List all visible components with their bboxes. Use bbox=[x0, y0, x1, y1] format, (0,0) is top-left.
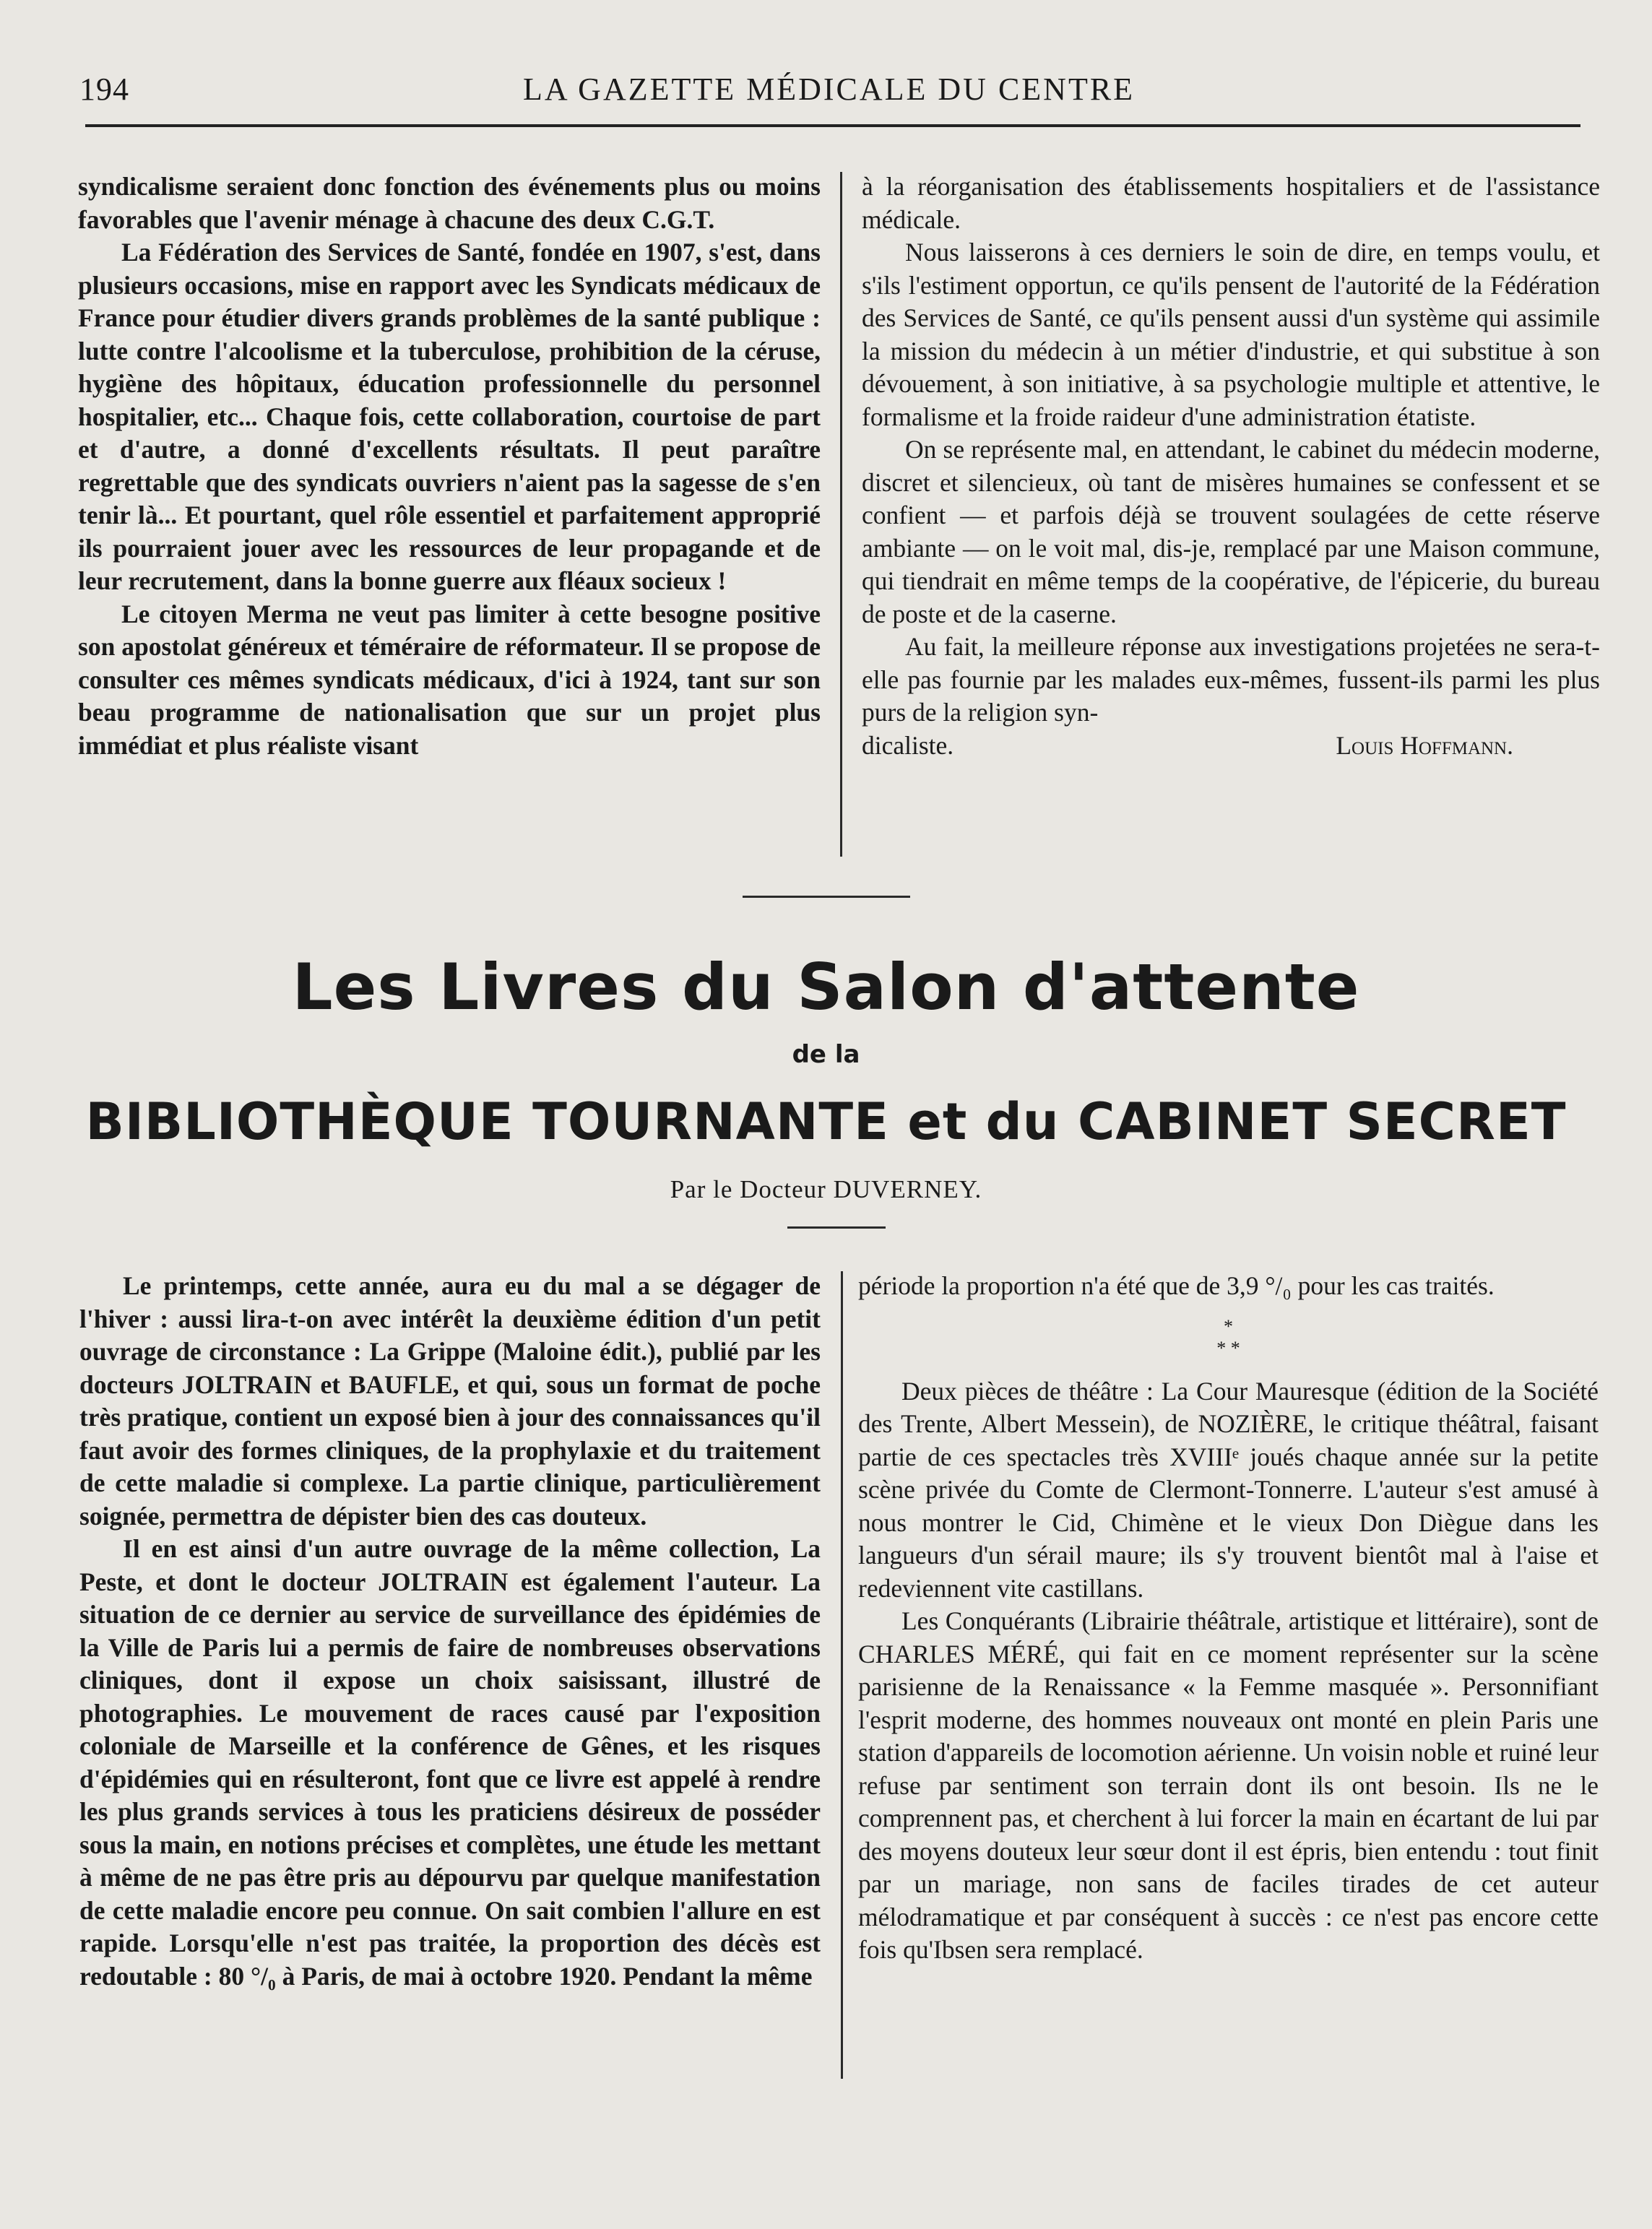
asterism-bottom: * * bbox=[1216, 1337, 1240, 1359]
paragraph: à la réorganisation des établissements hospitaliers et de l'assistance médicale. bbox=[862, 172, 1600, 234]
top-right-column bbox=[862, 170, 1600, 762]
paragraph: Deux pièces de théâtre : La Cour Mauresque (édition de la Société des Trente, Albert Messein), de NOZIÈRE, le critique théâtral, faisant partie de ces spectacles très XVIIIᵉ joués chaque année sur la petite scène privée du Comte de Clermont-Tonnerre. L'auteur s'est amusé à nous montrer le Cid, Chimène et le vieux Don Diègue dans les langueurs d'un sérail maure; ils s'y trouvent bientôt mal à l'aise et redeviennent vite castillans. bbox=[858, 1376, 1599, 1603]
article-title: Les Livres du Salon d'attente bbox=[292, 950, 1360, 1024]
byline-rule bbox=[787, 1226, 886, 1229]
bottom-right-column bbox=[858, 1270, 1599, 1967]
paragraph: La Fédération des Services de Santé, fondée en 1907, s'est, dans plusieurs occasions, mise en rapport avec les Syndicats médicaux de France pour étudier divers grands problèmes de la santé publique : lutte contre l'alcoolisme et la tuberculose, prohibition de la céruse, hygiène des hôpitaux, éducation professionnelle du personnel hospitalier, etc... Chaque fois, cette collaboration, courtoise de part et d'autre, a donné d'excellents résultats. Il peut paraître regrettable que des syndicats ouvriers n'aient pas la sagesse de s'en tenir là... Et pourtant, quel rôle essentiel et parfaitement approprié ils pourraient jouer avec les ressources de leur propagande et de leur recrutement, dans la bonne guerre aux fléaux socieux ! bbox=[78, 238, 821, 595]
page-number: 194 bbox=[79, 72, 129, 107]
paragraph: On se représente mal, en attendant, le cabinet du médecin moderne, discret et silencieux, où tant de misères humaines se confessent et se confient — et parfois déjà se trouvent soulagées de cette réserve ambiante — on le voit mal, dis-je, remplacé par une Maison commune, qui tiendrait en même temps de la coopérative, de l'épicerie, du bureau de poste et de la caserne. bbox=[862, 435, 1600, 628]
paragraph: Le citoyen Merma ne veut pas limiter à cette besogne positive son apostolat généreux et téméraire de réformateur. Il se propose de consulter ces mêmes syndicats médicaux, d'ici à 1924, tant sur son beau programme de nationalisation que sur un projet plus immédiat et plus réaliste visant bbox=[78, 599, 821, 760]
author-signature: Louis Hoffmann. bbox=[1336, 730, 1513, 760]
paragraph: Les Conquérants (Librairie théâtrale, artistique et littéraire), sont de CHARLES MÉRÉ, qui fait en ce moment représenter sur la scène parisienne de la Renaissance « la Femme masquée ». Personnifiant l'esprit moderne, des hommes nouveaux ont monté en plein Paris une station d'appareils de locomotion aérienne. Un voisin noble et ruiné leur refuse par sentiment son terrain dont ils ont besoin. Ils ne le comprennent pas, et cherchent à lui forcer la main en écartant de lui par des moyens douteux leur sœur dont il est épris, bien entendu : tout finit par un mariage, non sans de faciles tirades de cet auteur mélodramatique et par conséquent à succès : ce n'est pas encore cette fois qu'Ibsen sera remplacé. bbox=[858, 1606, 1599, 1964]
title-connector: de la bbox=[792, 1040, 860, 1069]
paragraph: Au fait, la meilleure réponse aux investigations projetées ne sera-t-elle pas fournie par les malades eux-mêmes, fussent-ils parmi les plus purs de la religion syn- bbox=[862, 632, 1600, 727]
paragraph: Il en est ainsi d'un autre ouvrage de la même collection, La Peste, et dont le docteur JOLTRAIN est également l'auteur. La situation de ce dernier au service de surveillance des épidémies de la Ville de Paris lui a permis de faire de nombreuses observations cliniques, dont il expose un choix saisissant, illustré de photographies. Le mouvement de races causé par l'exposition coloniale de Marseille et la conférence de Gênes, et les risques d'épidémies qui en résulteront, font que ce livre est appelé à rendre les plus grands services à tous les praticiens désireux de posséder sous la main, en notions précises et complètes, une étude les mettant à même de ne pas être pris au dépourvu par quelque manifestation de cette maladie encore peu connue. On sait combien l'allure en est rapide. Lorsqu'elle n'est pas traitée, la proportion des décès est redoutable : 80 °/₀ à Paris, de mai à octobre 1920. Pendant la même bbox=[79, 1534, 821, 1991]
bottom-left-column bbox=[79, 1270, 821, 1993]
column-divider bbox=[841, 1271, 843, 2079]
signature-line bbox=[862, 730, 1600, 763]
column-divider bbox=[840, 172, 842, 857]
paragraph: syndicalisme seraient donc fonction des événements plus ou moins favorables que l'avenir ménage à chacune des deux C.G.T. bbox=[78, 172, 821, 234]
running-header bbox=[79, 71, 1578, 114]
article-subtitle: BIBLIOTHÈQUE TOURNANTE et du CABINET SECRET bbox=[85, 1092, 1567, 1151]
section-separator bbox=[743, 896, 910, 898]
byline: Par le Docteur DUVERNEY. bbox=[670, 1175, 982, 1203]
asterism-top: * bbox=[1224, 1315, 1233, 1337]
paragraph: période la proportion n'a été que de 3,9 °/₀ pour les cas traités. bbox=[858, 1271, 1495, 1300]
header-rule bbox=[85, 124, 1580, 127]
asterism bbox=[858, 1316, 1599, 1359]
top-left-column bbox=[78, 170, 821, 762]
journal-title: LA GAZETTE MÉDICALE DU CENTRE bbox=[522, 72, 1136, 107]
paragraph: Nous laisserons à ces derniers le soin de dire, en temps voulu, et s'ils l'estiment opportun, ce qu'ils pensent de l'autorité de la Fédération des Services de Santé, ce qu'ils pensent aussi d'un système qui assimile la mission du médecin à un métier d'industrie, et qui substitue à son dévouement, à son initiative, à sa psychologie multiple et attentive, le formalisme et la froide raideur d'une administration étatiste. bbox=[862, 238, 1600, 431]
final-word: dicaliste. bbox=[862, 730, 954, 760]
paragraph: Le printemps, cette année, aura eu du mal a se dégager de l'hiver : aussi lira-t-on avec intérêt la deuxième édition d'un petit ouvrage de circonstance : La Grippe (Maloine édit.), publié par les docteurs JOLTRAIN et BAUFLE, et qui, sous un format de poche très pratique, contient un exposé bien à jour des connaissances qu'il faut avoir des formes cliniques, de la prophylaxie et du traitement de cette maladie si complexe. La partie clinique, particulièrement soignée, permettra de dépister bien des cas douteux. bbox=[79, 1271, 821, 1531]
